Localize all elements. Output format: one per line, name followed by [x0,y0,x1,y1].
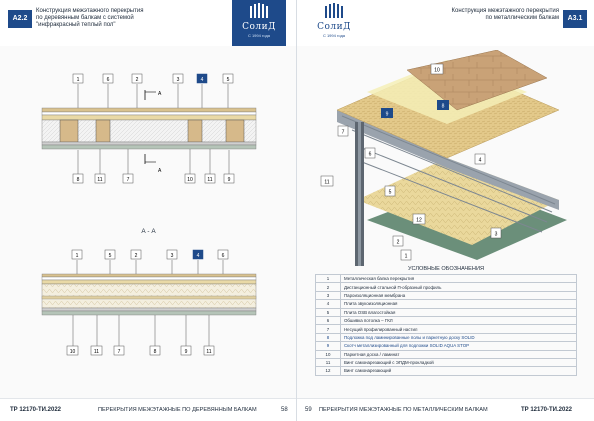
callout-label: 11 [206,349,212,355]
section-code: А3.1 [563,10,587,28]
legend-row [316,308,577,316]
legend-text: Винт самонарезающий [341,367,577,375]
cut-marker-top: А [158,91,162,97]
legend-row [316,325,577,333]
left-header [0,0,297,46]
legend-text: Обшивка потолка – ГКЛ [341,316,577,324]
legend-row [316,300,577,308]
title-line: "инфракрасный теплый пол" [36,22,116,29]
left-footer [0,398,297,421]
callout-label: 3 [176,77,180,83]
legend-num: 9 [316,342,341,350]
legend-num: 6 [316,316,341,324]
callout-label: 2 [134,253,138,259]
callout-label: 8 [441,103,445,110]
legend-num: 11 [316,358,341,366]
callout-label: 9 [227,177,231,183]
callout-label: 8 [153,349,157,355]
callout-label: 11 [207,177,213,183]
callout-label: 11 [97,177,103,183]
title-line: по металлическим балкам [485,15,559,22]
legend-text: Скотч металлизированный для подложки SOLID AQUA STOP [341,342,577,350]
callout-label: 4 [478,157,482,164]
legend-num: 1 [316,275,341,283]
legend-text: Винт самонарезающий с ЭПДМ-прокладкой [341,358,577,366]
legend-row [316,358,577,366]
callout-label: 4 [200,77,204,83]
legend-row [316,367,577,375]
section-title: А - А [141,228,156,235]
callout-group-top [73,74,233,83]
callout-label: 3 [170,253,174,259]
callout-label: 1 [404,253,408,260]
callout-label: 7 [126,177,130,183]
callout-label: 2 [135,77,139,83]
callout-label: 1 [76,77,80,83]
footer-text: ПЕРЕКРЫТИЯ МЕЖЭТАЖНЫЕ ПО МЕТАЛЛИЧЕСКИМ БАЛКАМ [319,407,488,413]
callout-label: 1 [75,253,79,259]
callout-label: 7 [341,129,345,136]
callout-label: 9 [184,349,188,355]
legend-num: 8 [316,333,341,341]
legend-row [316,350,577,358]
title-line: по деревянным балкам с системой [36,15,134,22]
legend-text: Пароизоляционная мембрана [341,291,577,299]
legend-text: Несущий профилированный настил [341,325,577,333]
legend-text: Плита звукоизоляционная [341,300,577,308]
legend-num: 3 [316,291,341,299]
wood-floor-section-drawing [0,62,297,192]
title-line: Конструкция межэтажного перекрытия [451,8,559,14]
legend-row [316,333,577,341]
callout-label: 11 [324,179,330,186]
right-header [297,0,594,46]
page-number: 58 [281,407,288,413]
legend-num: 10 [316,350,341,358]
callout-label: 4 [196,253,200,259]
logo-text: СолиД [242,22,276,32]
legend-num: 4 [316,300,341,308]
legend-row [316,316,577,324]
legend-table [315,274,577,376]
section-callouts-top [72,250,228,259]
legend-row [316,283,577,291]
callout-label: 3 [494,231,498,238]
legend-text: Подложка под ламинированные полы и паркетную доску SOLID [341,333,577,341]
callout-label: 10 [69,349,76,355]
legend [315,266,577,376]
logo-subtext: С 1994 года [322,33,346,38]
callout-label: 5 [388,189,392,196]
callout-label: 7 [117,349,121,355]
callout-label: 6 [221,253,225,259]
wood-floor-section-aa-drawing [0,240,297,366]
legend-row [316,275,577,283]
right-footer [297,398,594,421]
callout-label: 8 [76,177,80,183]
legend-text: Паркетная доска / ламинат [341,350,577,358]
legend-num: 12 [316,367,341,375]
logo-text: СолиД [317,22,351,32]
callout-label: 5 [108,253,112,259]
legend-num: 5 [316,308,341,316]
page-title [425,8,559,22]
legend-text: Металлическая балка перекрытия [341,275,577,283]
callout-label: 6 [106,77,110,83]
callout-label: 2 [396,239,400,246]
callout-label: 10 [434,67,440,74]
footer-text: ПЕРЕКРЫТИЯ МЕЖЭТАЖНЫЕ ПО ДЕРЕВЯННЫМ БАЛКАМ [98,407,257,413]
brand-logo [232,0,286,46]
legend-title: УСЛОВНЫЕ ОБОЗНАЧЕНИЯ [407,266,485,272]
legend-text: Дистанционный стальной П-образный профиль [341,283,577,291]
callout-label: 12 [416,217,422,224]
legend-row [316,342,577,350]
page-number: 59 [305,407,312,413]
footer-code: ТР 12170-ТИ.2022 [521,407,573,413]
callout-label: 6 [368,151,372,158]
legend-num: 7 [316,325,341,333]
cut-marker-bottom: А [158,168,162,174]
callout-label: 9 [385,111,389,118]
title-line: Конструкция межэтажного перекрытия [36,8,144,14]
footer-code: ТР 12170-ТИ.2022 [10,407,62,413]
legend-row [316,291,577,299]
metal-beam-floor-isometric-drawing [297,50,594,266]
callout-label: 11 [93,349,100,355]
section-code: А2.2 [8,10,32,28]
callout-label: 10 [187,177,193,183]
section-callouts-bottom [67,346,214,355]
page-title [36,8,196,30]
legend-num: 2 [316,283,341,291]
legend-text: Плита OSB влагостойкая [341,308,577,316]
callout-label: 5 [226,77,230,83]
brand-logo [307,0,361,46]
callout-group-bottom [73,174,234,183]
logo-subtext: С 1994 года [247,33,271,38]
